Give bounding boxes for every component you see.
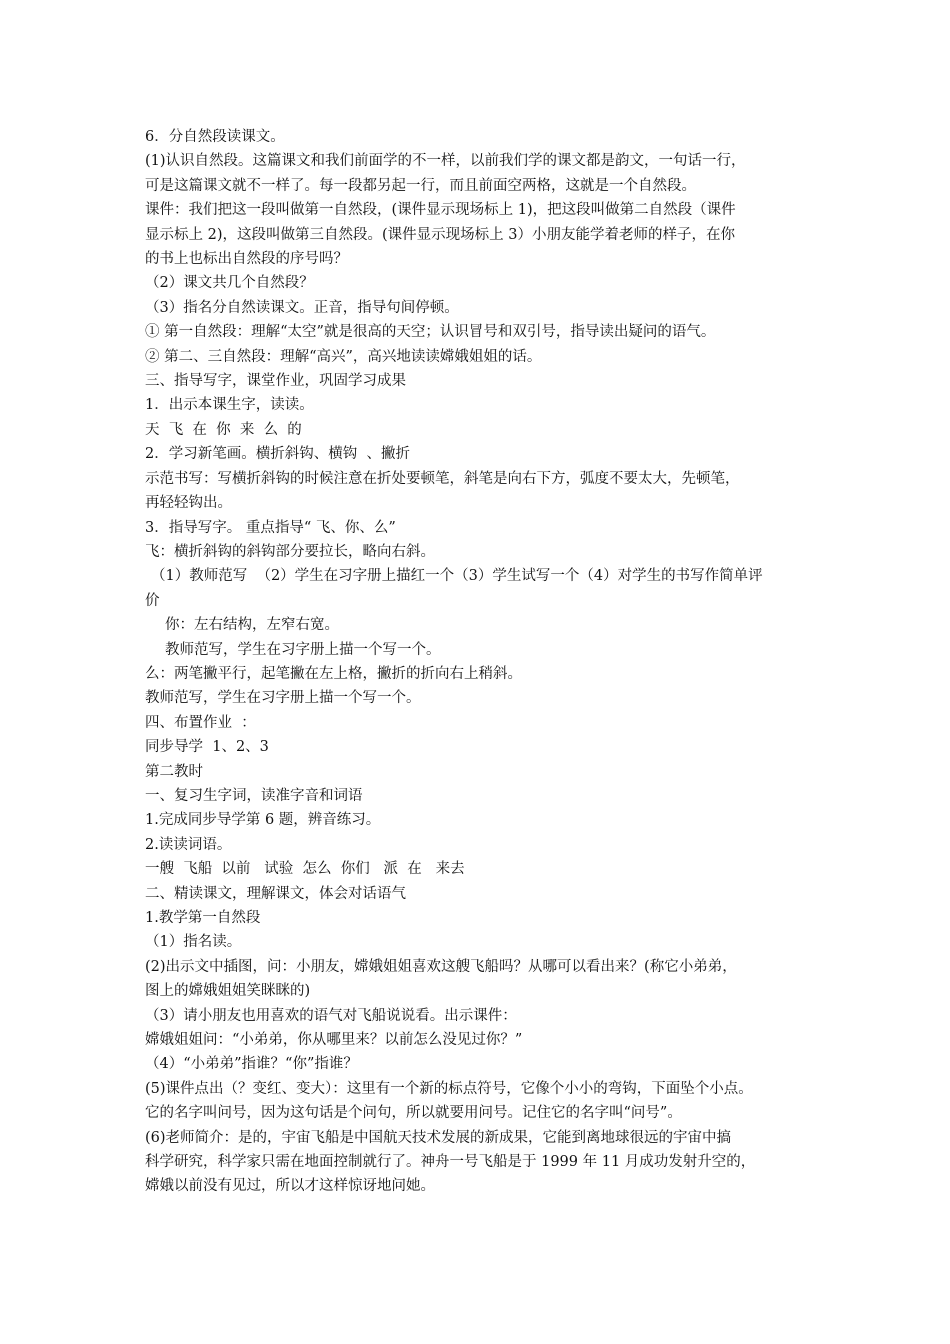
text-line: 教师范写，学生在习字册上描一个写一个。 (165, 641, 441, 658)
text-line: (2)出示文中插图，问：小朋友，嫦娥姐姐喜欢这艘飞船吗？从哪可以看出来？(称它小弟弟， (145, 958, 737, 975)
text-line: ② 第二、三自然段：理解“高兴”，高兴地读读嫦娥姐姐的话。 (145, 348, 542, 365)
text-line: 的书上也标出自然段的序号吗？ (145, 251, 348, 268)
text-line: (6)老师简介：是的，宇宙飞船是中国航天技术发展的新成果，它能到离地球很远的宇宙中搞 (145, 1129, 732, 1146)
text-line: 飞：横折斜钩的斜钩部分要拉长，略向右斜。 (145, 543, 435, 560)
text-line: 嫦娥姐姐问：“小弟弟，你从哪里来？以前怎么没见过你？” (145, 1032, 523, 1049)
text-line: 你：左右结构，左窄右宽。 (165, 617, 339, 634)
text-line: 图上的嫦娥姐姐笑眯眯的) (145, 983, 311, 1000)
text-line: 教师范写，学生在习字册上描一个写一个。 (145, 690, 421, 707)
text-line: （1）教师范写 （2）学生在习字册上描红一个（3）学生试写一个（4）对学生的书写作简单评 (151, 568, 763, 585)
text-line: 1.完成同步导学第 6 题，辨音练习。 (145, 812, 381, 829)
word-list: 一艘 飞船 以前 试验 怎么 你们 派 在 来去 (145, 861, 465, 878)
text-line: 同步导学 1、2、3 (145, 739, 269, 756)
text-line: 科学研究，科学家只需在地面控制就行了。神舟一号飞船是于 1999 年 11 月成功发射升空的， (145, 1154, 756, 1171)
document-body (145, 125, 825, 1199)
text-line: (1)认识自然段。这篇课文和我们前面学的不一样，以前我们学的课文都是韵文，一句话一行， (145, 153, 746, 170)
text-line: 1.教学第一自然段 (145, 910, 261, 926)
section-heading: 三、指导写字，课堂作业，巩固学习成果 (145, 373, 406, 390)
text-line: 6．分自然段读课文。 (145, 129, 285, 145)
text-line: （4）“小弟弟”指谁？“你”指谁？ (145, 1056, 358, 1073)
section-heading: 四、布置作业 ： (145, 714, 256, 731)
section-heading: 一、复习生字词，读准字音和词语 (145, 787, 363, 804)
text-line: (5)课件点出（？变红、变大）：这里有一个新的标点符号，它像个小小的弯钩，下面坠个小点。 (145, 1080, 753, 1097)
text-line: （3）请小朋友也用喜欢的语气对飞船说说看。出示课件： (145, 1007, 517, 1024)
lesson-heading: 第二教时 (145, 763, 203, 780)
text-line: 再轻轻钩出。 (145, 495, 232, 512)
text-line: 2.读读词语。 (145, 836, 232, 853)
text-line: 它的名字叫问号，因为这句话是个问句，所以就要用问号。记住它的名字叫“问号”。 (145, 1105, 682, 1122)
text-line: （2）课文共几个自然段？ (145, 275, 314, 292)
text-line: 嫦娥以前没有见过，所以才这样惊讶地问她。 (145, 1178, 435, 1195)
text-line: 显示标上 2)，这段叫做第三自然段。(课件显示现场标上 3）小朋友能学着老师的样子，在你 (145, 226, 735, 243)
text-line: 1．出示本课生字，读读。 (145, 397, 314, 414)
text-line: 示范书写：写横折斜钩的时候注意在折处要顿笔，斜笔是向右下方，弧度不要太大，先顿笔， (145, 470, 740, 487)
character-list: 天 飞 在 你 来 么 的 (145, 421, 302, 438)
text-line: 3．指导写字。 重点指导“ 飞、你、么” (145, 519, 396, 536)
text-line: 价 (145, 592, 160, 609)
section-heading: 二、精读课文，理解课文，体会对话语气 (145, 885, 406, 902)
text-line: 课件：我们把这一段叫做第一自然段，(课件显示现场标上 1)，把这段叫做第二自然段（课件 (145, 202, 736, 219)
text-line: 么：两笔撇平行，起笔撇在左上格，撇折的折向右上稍斜。 (145, 665, 522, 682)
text-line: （1）指名读。 (145, 934, 242, 951)
text-line: 2．学习新笔画。横折斜钩、横钩 、撇折 (145, 446, 410, 463)
text-line: 可是这篇课文就不一样了。每一段都另起一行，而且前面空两格，这就是一个自然段。 (145, 177, 696, 194)
text-line: ① 第一自然段：理解“太空”就是很高的天空；认识冒号和双引号，指导读出疑问的语气。 (145, 324, 716, 341)
text-line: （3）指名分自然读课文。正音，指导句间停顿。 (145, 299, 459, 316)
